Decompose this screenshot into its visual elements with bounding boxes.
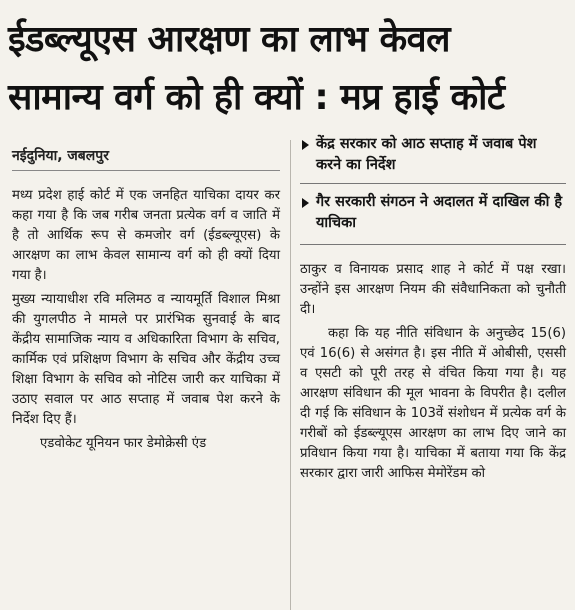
callout-1: [302, 134, 564, 176]
callout-2: [302, 192, 564, 234]
article-paragraph: ठाकुर व विनायक प्रसाद शाह ने कोर्ट में पक्ष रखा। उन्होंने इस आरक्षण नियम की संवैधानिकता को चुनौती दी।: [300, 262, 566, 317]
article-paragraph: कहा कि यह नीति संविधान के अनुच्छेद 15(6) एवं 16(6) से असंगत है। इस नीति में ओबीसी, एससी व एसटी को पूरी तरह से वंचित किया गया है। यह आरक्षण संविधान की मूल भावना के विपरीत है। दलील दी गई कि संविधान के 103वें संशोधन में प्रत्येक वर्ग के गरीबों को ईडब्ल्यूएस आरक्षण का लाभ दिए जाने का प्रविधान किया गया है। याचिका में बताया गया कि केंद्र सरकार द्वारा जारी आफिस मेमोरेंडम को: [300, 326, 566, 481]
article-left-column: [12, 186, 280, 458]
article-paragraph: एडवोकेट यूनियन फार डेमोक्रेसी एंड: [40, 436, 207, 451]
callout-divider-1: [300, 183, 566, 184]
article-paragraph: मुख्य न्यायाधीश रवि मलिमठ व न्यायमूर्ति विशाल मिश्रा की युगलपीठ ने मामले पर प्रारंभिक सुनवाई के बाद केंद्रीय सामाजिक न्याय व अधिकारिता विभाग के सचिव, कार्मिक एवं प्रशिक्षण विभाग के सचिव और केंद्रीय उच्च शिक्षा विभाग के सचिव को नोटिस जारी कर याचिका में उठाए सवाल पर आठ सप्ताह में जवाब पेश करने के निर्देश दिए हैं।: [12, 292, 280, 427]
callout-1-text: केंद्र सरकार को आठ सप्ताह में जवाब पेश करने का निर्देश: [316, 136, 537, 173]
callout-divider-2: [300, 244, 566, 245]
headline-line-2: सामान्य वर्ग को ही क्यों : मप्र हाई कोर्ट: [8, 77, 505, 118]
callout-2-text: गैर सरकारी संगठन ने अदालत में दाखिल की है याचिका: [316, 194, 563, 231]
triangle-bullet-icon: [302, 198, 309, 208]
article-right-column: [300, 260, 566, 488]
column-divider: [290, 140, 291, 610]
article-paragraph: मध्य प्रदेश हाई कोर्ट में एक जनहित याचिका दायर कर कहा गया है कि जब गरीब जनता प्रत्येक वर्ग व जाति में है तो आर्थिक रूप से कमजोर वर्ग (ईडब्ल्यूएस) के आरक्षण का लाभ केवल सामान्य वर्ग को ही क्यों दिया गया है।: [12, 188, 280, 283]
headline-line-1: ईडब्ल्यूएस आरक्षण का लाभ केवल: [8, 19, 451, 60]
triangle-bullet-icon: [302, 140, 309, 150]
byline: नईदुनिया, जबलपुर: [12, 148, 109, 164]
byline-divider: [12, 170, 280, 171]
